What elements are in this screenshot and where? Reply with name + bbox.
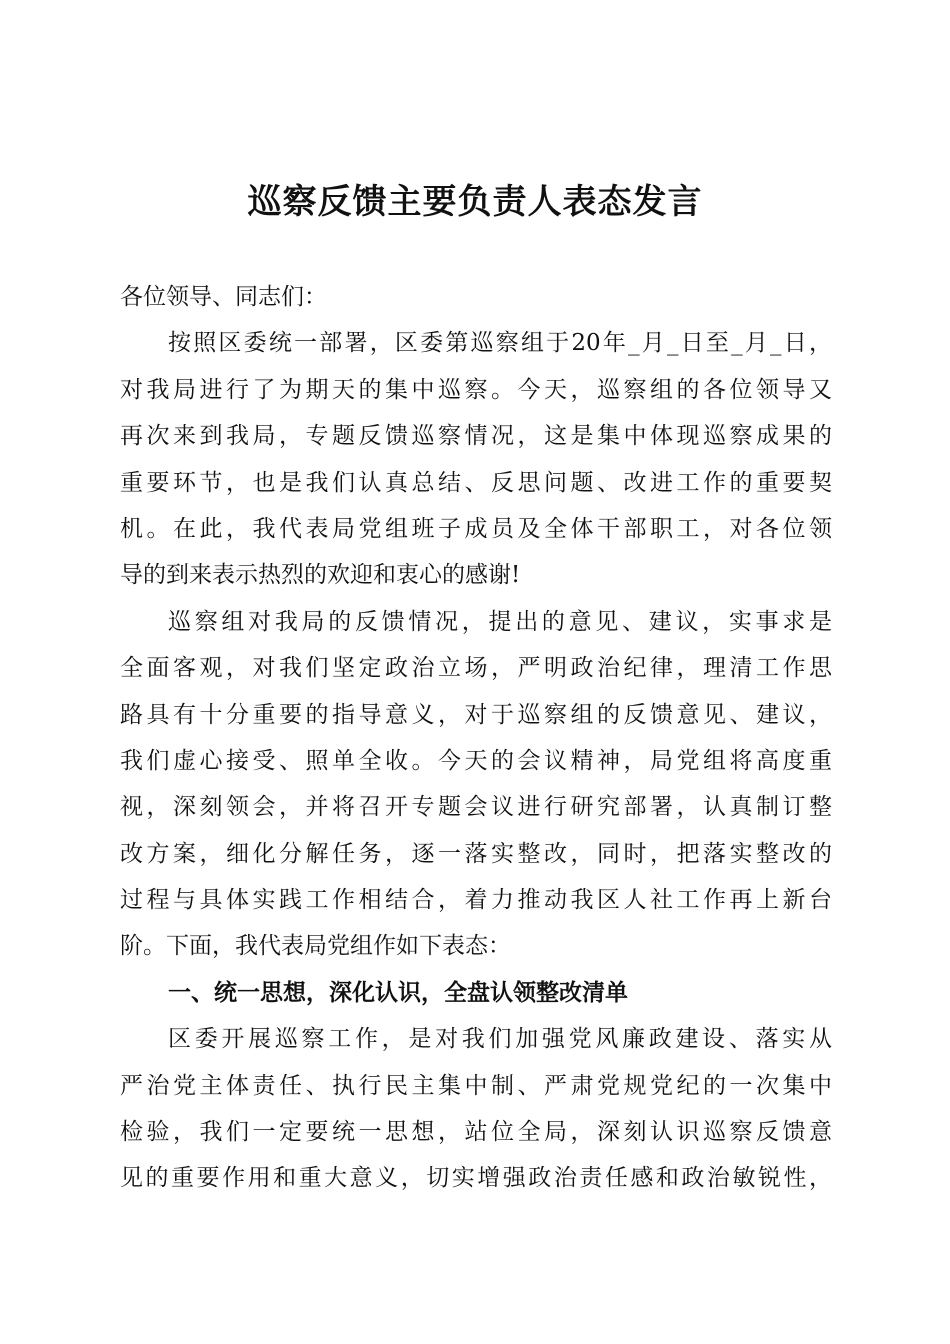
salutation: 各位领导、同志们： (120, 284, 327, 310)
document-title: 巡察反馈主要负责人表态发言 (247, 182, 703, 222)
paragraph-line: 见的重要作用和重大意义，切实增强政治责任感和政治敏锐性， (120, 1165, 832, 1192)
paragraph-line: 区委开展巡察工作，是对我们加强党风廉政建设、落实从 (168, 1026, 832, 1053)
paragraph-line: 重要环节，也是我们认真总结、反思问题、改进工作的重要契 (120, 469, 832, 496)
paragraph-line: 我们虚心接受、照单全收。今天的会议精神，局党组将高度重 (120, 747, 832, 774)
paragraph-line: 改方案，细化分解任务，逐一落实整改，同时，把落实整改的 (120, 840, 832, 867)
paragraph-line: 再次来到我局，专题反馈巡察情况，这是集中体现巡察成果的 (120, 423, 832, 450)
paragraph-line: 路具有十分重要的指导意义，对于巡察组的反馈意见、建议， (120, 701, 832, 728)
paragraph-line: 机。在此，我代表局党组班子成员及全体干部职工，对各位领 (120, 515, 832, 542)
paragraph-line: 全面客观，对我们坚定政治立场，严明政治纪律，理清工作思 (120, 655, 832, 682)
paragraph-line: 视，深刻领会，并将召开专题会议进行研究部署，认真制订整 (120, 794, 832, 821)
paragraph-line: 对我局进行了为期天的集中巡察。今天，巡察组的各位领导又 (120, 376, 832, 403)
paragraph-line: 检验，我们一定要统一思想，站位全局，深刻认识巡察反馈意 (120, 1119, 832, 1146)
section-heading: 一、统一思想，深化认识，全盘认领整改清单 (168, 979, 628, 1006)
paragraph-line: 导的到来表示热烈的欢迎和衷心的感谢! (120, 562, 521, 589)
paragraph-line: 阶。下面，我代表局党组作如下表态： (120, 933, 511, 960)
paragraph-line: 按照区委统一部署，区委第巡察组于20年_月_日至_月_日， (168, 330, 832, 357)
document-body (120, 274, 832, 1202)
paragraph-line: 过程与具体实践工作相结合，着力推动我区人社工作再上新台 (120, 887, 832, 914)
paragraph-line: 巡察组对我局的反馈情况，提出的意见、建议，实事求是 (168, 608, 832, 635)
paragraph-line: 严治党主体责任、执行民主集中制、严肃党规党纪的一次集中 (120, 1072, 832, 1099)
